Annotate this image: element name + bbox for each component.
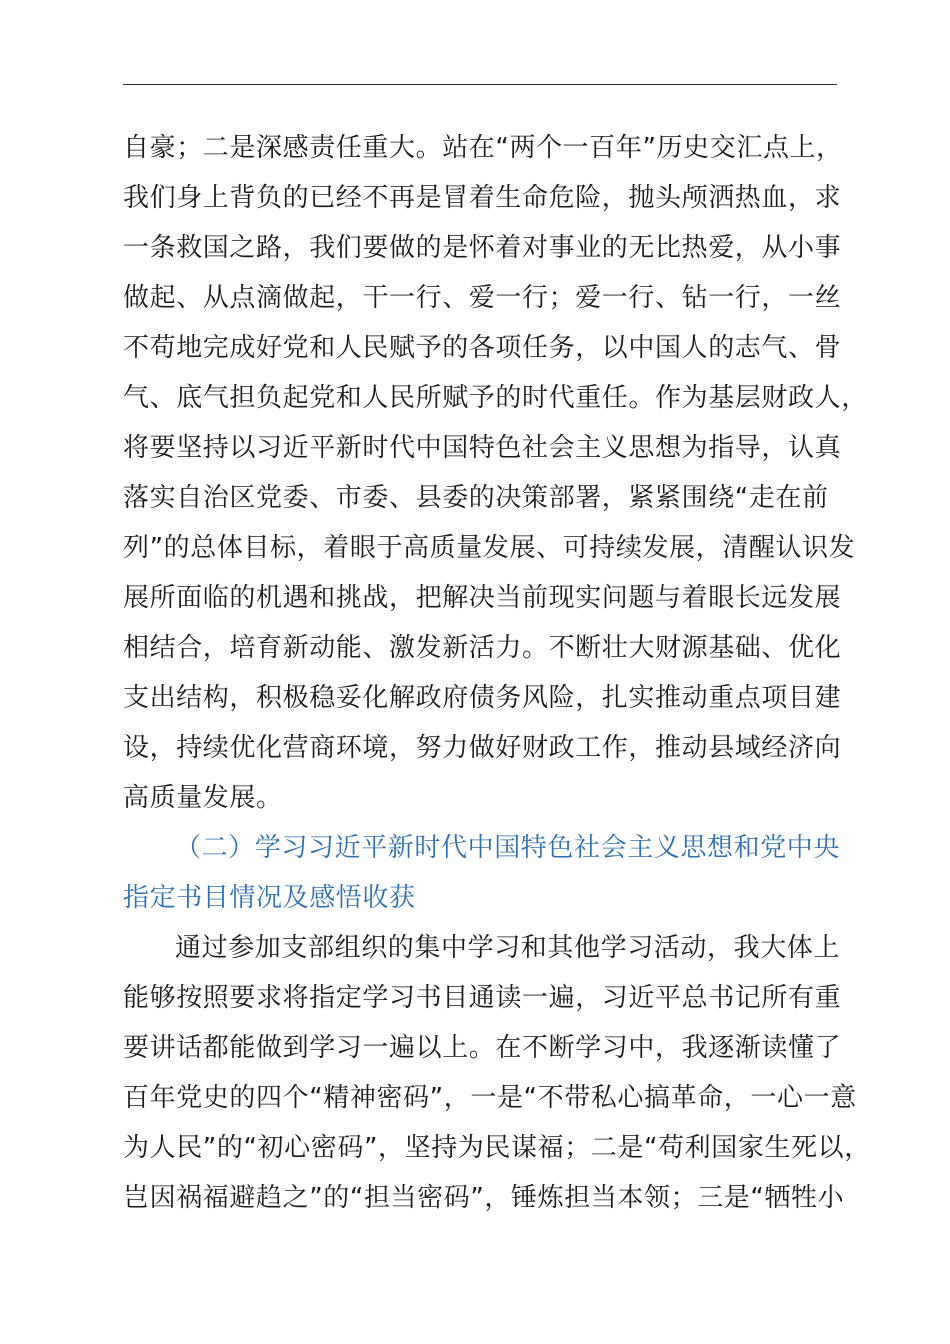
text-line: 列”的总体目标，着眼于高质量发展、可持续发展，清醒认识发 xyxy=(123,533,856,563)
text-line: 相结合，培育新动能、激发新活力。不断壮大财源基础、优化 xyxy=(123,633,842,663)
document-body xyxy=(123,123,871,1223)
text-line: 高质量发展。 xyxy=(123,783,283,813)
heading-line: 指定书目情况及感悟收获 xyxy=(123,883,416,913)
section-heading xyxy=(123,823,863,923)
text-line: 我们身上背负的已经不再是冒着生命危险，抛头颅洒热血，求 xyxy=(123,183,842,213)
text-line: 支出结构，积极稳妥化解政府债务风险，扎实推动重点项目建 xyxy=(123,683,842,713)
text-line: 落实自治区党委、市委、县委的决策部署，紧紧围绕“走在前 xyxy=(123,483,829,513)
text-line: 展所面临的机遇和挑战，把解决当前现实问题与着眼长远发展 xyxy=(123,583,842,613)
text-line: 做起、从点滴做起，干一行、爱一行；爱一行、钻一行，一丝 xyxy=(123,283,842,313)
text-line: 气、底气担负起党和人民所赋予的时代重任。作为基层财政人， xyxy=(123,383,868,413)
heading-line: （二）学习习近平新时代中国特色社会主义思想和党中央 xyxy=(175,833,841,863)
text-line: 要讲话都能做到学习一遍以上。在不断学习中，我逐渐读懂了 xyxy=(123,1033,842,1063)
text-line: 一条救国之路，我们要做的是怀着对事业的无比热爱，从小事 xyxy=(123,233,842,263)
paragraph-study xyxy=(123,923,871,1223)
text-line: 能够按照要求将指定学习书目通读一遍，习近平总书记所有重 xyxy=(123,983,842,1013)
text-line: 自豪；二是深感责任重大。站在“两个一百年”历史交汇点上， xyxy=(123,133,843,163)
text-line: 不苟地完成好党和人民赋予的各项任务，以中国人的志气、骨 xyxy=(123,333,842,363)
text-line: 岂因祸福避趋之”的“担当密码”，锤炼担当本领；三是“牺牲小 xyxy=(123,1183,845,1213)
text-line: 通过参加支部组织的集中学习和其他学习活动，我大体上 xyxy=(175,933,841,963)
text-line: 为人民”的“初心密码”，坚持为民谋福；二是“苟利国家生死以， xyxy=(123,1133,871,1163)
text-line: 设，持续优化营商环境，努力做好财政工作，推动县域经济向 xyxy=(123,733,842,763)
text-line: 百年党史的四个“精神密码”，一是“不带私心搞革命，一心一意 xyxy=(123,1083,857,1113)
paragraph-continuation xyxy=(123,123,868,823)
header-rule xyxy=(123,84,837,85)
text-line: 将要坚持以习近平新时代中国特色社会主义思想为指导，认真 xyxy=(123,433,842,463)
